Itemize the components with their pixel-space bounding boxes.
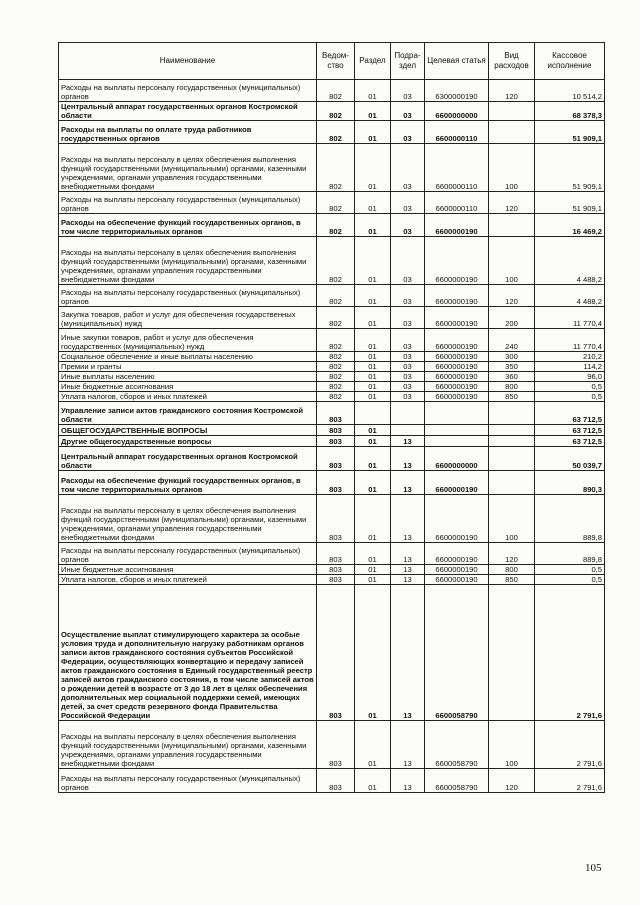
- table-row: [59, 425, 605, 436]
- header-name: Наименование: [59, 43, 317, 80]
- cell-sum: 63 712,5: [535, 436, 605, 447]
- cell-sum: 0,5: [535, 575, 605, 585]
- cell-razd: 01: [355, 575, 391, 585]
- cell-sum: 11 770,4: [535, 329, 605, 352]
- table-row: [59, 80, 605, 102]
- cell-cs: 6600000190: [425, 362, 489, 372]
- table-body: [59, 80, 605, 793]
- cell-name: Расходы на выплаты персоналу государственных (муниципальных) органов: [59, 543, 317, 565]
- cell-razd: 01: [355, 329, 391, 352]
- cell-name: Иные выплаты населению: [59, 372, 317, 382]
- cell-ved: 802: [317, 362, 355, 372]
- table-row: [59, 214, 605, 237]
- cell-ved: 802: [317, 392, 355, 402]
- cell-name: Расходы на выплаты персоналу в целях обеспечения выполнения функций государственными (муниципальными) органами, казенными учреждениями, органами управления государственными внебюджетными фондами: [59, 144, 317, 192]
- cell-podr: 03: [391, 121, 425, 144]
- cell-cs: [425, 425, 489, 436]
- cell-ved: 802: [317, 307, 355, 329]
- cell-cs: 6600000110: [425, 144, 489, 192]
- table-row: [59, 585, 605, 721]
- budget-table: [58, 42, 605, 793]
- table-row: [59, 565, 605, 575]
- cell-ved: 802: [317, 329, 355, 352]
- cell-podr: 13: [391, 436, 425, 447]
- cell-razd: 01: [355, 543, 391, 565]
- table-row: [59, 495, 605, 543]
- cell-podr: 13: [391, 565, 425, 575]
- cell-podr: 03: [391, 214, 425, 237]
- cell-name: Центральный аппарат государственных органов Костромской области: [59, 102, 317, 121]
- cell-vr: 120: [489, 769, 535, 793]
- table-row: [59, 192, 605, 214]
- cell-ved: 802: [317, 352, 355, 362]
- cell-razd: 01: [355, 352, 391, 362]
- cell-vr: 120: [489, 285, 535, 307]
- table-row: [59, 237, 605, 285]
- cell-razd: 01: [355, 565, 391, 575]
- cell-razd: 01: [355, 769, 391, 793]
- cell-podr: 03: [391, 80, 425, 102]
- table-row: [59, 721, 605, 769]
- table-row: [59, 471, 605, 495]
- cell-cs: 6600000190: [425, 543, 489, 565]
- cell-name: Расходы на выплаты персоналу в целях обеспечения выполнения функций государственными (муниципальными) органами, казенными учреждениями, органами управления государственными внебюджетными фондами: [59, 721, 317, 769]
- cell-sum: 63 712,5: [535, 402, 605, 425]
- cell-cs: 6300000190: [425, 80, 489, 102]
- cell-name: Осуществление выплат стимулирующего характера за особые условия труда и дополнительную нагрузку работникам органов записи актов гражданского состояния субъектов Российской Федерации, осуществляющих конвертацию и передачу записей актов гражданского состояния в Единый государственный реестр записей актов гражданского состояния, в том числе записей актов о рождении детей в возрасте от 3 до 18 лет в целях обеспечения дополнительных мер социальной поддержки семей, имеющих детей, за счет средств резервного фонда Правительства Российской Федерации: [59, 585, 317, 721]
- cell-name: Премии и гранты: [59, 362, 317, 372]
- cell-sum: 10 514,2: [535, 80, 605, 102]
- cell-sum: 2 791,6: [535, 721, 605, 769]
- cell-podr: 13: [391, 471, 425, 495]
- cell-vr: 350: [489, 362, 535, 372]
- cell-name: Социальное обеспечение и иные выплаты населению: [59, 352, 317, 362]
- cell-razd: 01: [355, 144, 391, 192]
- cell-cs: 6600000190: [425, 392, 489, 402]
- cell-name: Расходы на выплаты персоналу в целях обеспечения выполнения функций государственными (муниципальными) органами, казенными учреждениями, органами управления государственными внебюджетными фондами: [59, 495, 317, 543]
- cell-sum: 51 909,1: [535, 121, 605, 144]
- cell-podr: 03: [391, 372, 425, 382]
- cell-sum: 4 488,2: [535, 285, 605, 307]
- table-row: [59, 392, 605, 402]
- cell-podr: 03: [391, 352, 425, 362]
- cell-podr: 03: [391, 392, 425, 402]
- cell-razd: 01: [355, 585, 391, 721]
- cell-name: Расходы на выплаты по оплате труда работников государственных органов: [59, 121, 317, 144]
- cell-ved: 802: [317, 372, 355, 382]
- cell-sum: 68 378,3: [535, 102, 605, 121]
- cell-vr: [489, 402, 535, 425]
- cell-cs: 6600000190: [425, 471, 489, 495]
- cell-podr: 03: [391, 102, 425, 121]
- cell-cs: 6600058790: [425, 769, 489, 793]
- cell-cs: 6600000190: [425, 372, 489, 382]
- cell-ved: 802: [317, 121, 355, 144]
- cell-sum: 114,2: [535, 362, 605, 372]
- cell-vr: 100: [489, 144, 535, 192]
- cell-ved: 803: [317, 565, 355, 575]
- table-row: [59, 329, 605, 352]
- cell-sum: 890,3: [535, 471, 605, 495]
- cell-ved: 802: [317, 80, 355, 102]
- cell-razd: 01: [355, 121, 391, 144]
- cell-podr: [391, 402, 425, 425]
- cell-cs: 6600000190: [425, 214, 489, 237]
- cell-vr: [489, 102, 535, 121]
- cell-razd: 01: [355, 471, 391, 495]
- header-kassovoe-ispolnenie: Кассовое исполнение: [535, 43, 605, 80]
- table-row: [59, 543, 605, 565]
- cell-vr: 100: [489, 237, 535, 285]
- cell-sum: 96,0: [535, 372, 605, 382]
- cell-sum: 210,2: [535, 352, 605, 362]
- cell-ved: 803: [317, 447, 355, 471]
- cell-vr: [489, 425, 535, 436]
- cell-podr: 03: [391, 329, 425, 352]
- cell-name: Расходы на выплаты персоналу в целях обеспечения выполнения функций государственными (муниципальными) органами, казенными учреждениями, органами управления государственными внебюджетными фондами: [59, 237, 317, 285]
- cell-sum: 50 039,7: [535, 447, 605, 471]
- cell-razd: 01: [355, 425, 391, 436]
- cell-cs: 6600058790: [425, 721, 489, 769]
- cell-name: Управление записи актов гражданского состояния Костромской области: [59, 402, 317, 425]
- cell-vr: 360: [489, 372, 535, 382]
- cell-name: Иные бюджетные ассигнования: [59, 382, 317, 392]
- table-row: [59, 769, 605, 793]
- cell-sum: 11 770,4: [535, 307, 605, 329]
- cell-razd: 01: [355, 495, 391, 543]
- cell-vr: 120: [489, 80, 535, 102]
- cell-vr: 120: [489, 543, 535, 565]
- cell-name: Уплата налогов, сборов и иных платежей: [59, 575, 317, 585]
- header-podrazdel: Подра-здел: [391, 43, 425, 80]
- cell-vr: 300: [489, 352, 535, 362]
- cell-razd: 01: [355, 237, 391, 285]
- cell-sum: 2 791,6: [535, 769, 605, 793]
- cell-ved: 803: [317, 402, 355, 425]
- table-row: [59, 102, 605, 121]
- cell-podr: 03: [391, 285, 425, 307]
- table-row: [59, 575, 605, 585]
- cell-sum: 63 712,5: [535, 425, 605, 436]
- cell-name: Иные бюджетные ассигнования: [59, 565, 317, 575]
- cell-razd: 01: [355, 192, 391, 214]
- cell-cs: 6600000000: [425, 102, 489, 121]
- cell-vr: [489, 121, 535, 144]
- cell-name: Уплата налогов, сборов и иных платежей: [59, 392, 317, 402]
- cell-razd: 01: [355, 392, 391, 402]
- cell-cs: 6600000190: [425, 565, 489, 575]
- cell-razd: 01: [355, 436, 391, 447]
- cell-podr: 13: [391, 447, 425, 471]
- cell-ved: 802: [317, 214, 355, 237]
- cell-razd: 01: [355, 102, 391, 121]
- cell-podr: 13: [391, 495, 425, 543]
- cell-podr: [391, 425, 425, 436]
- cell-cs: [425, 436, 489, 447]
- cell-name: Центральный аппарат государственных органов Костромской области: [59, 447, 317, 471]
- header-celevaya-statya: Целевая статья: [425, 43, 489, 80]
- table-row: [59, 285, 605, 307]
- cell-vr: 800: [489, 565, 535, 575]
- cell-cs: 6600000110: [425, 192, 489, 214]
- cell-cs: 6600000190: [425, 575, 489, 585]
- cell-name: Расходы на выплаты персоналу государственных (муниципальных) органов: [59, 285, 317, 307]
- cell-podr: 03: [391, 192, 425, 214]
- cell-name: Расходы на выплаты персоналу государственных (муниципальных) органов: [59, 80, 317, 102]
- table-row: [59, 436, 605, 447]
- cell-podr: 03: [391, 237, 425, 285]
- cell-razd: 01: [355, 721, 391, 769]
- cell-podr: 13: [391, 721, 425, 769]
- cell-sum: 0,5: [535, 392, 605, 402]
- cell-cs: 6600000190: [425, 307, 489, 329]
- cell-cs: 6600000190: [425, 352, 489, 362]
- cell-podr: 13: [391, 575, 425, 585]
- cell-razd: [355, 402, 391, 425]
- table-row: [59, 144, 605, 192]
- cell-ved: 803: [317, 495, 355, 543]
- cell-vr: 100: [489, 721, 535, 769]
- cell-razd: 01: [355, 307, 391, 329]
- cell-vr: 850: [489, 392, 535, 402]
- cell-sum: 51 909,1: [535, 144, 605, 192]
- cell-podr: 03: [391, 144, 425, 192]
- cell-vr: [489, 471, 535, 495]
- cell-ved: 803: [317, 425, 355, 436]
- cell-ved: 802: [317, 192, 355, 214]
- cell-ved: 803: [317, 585, 355, 721]
- cell-vr: 120: [489, 192, 535, 214]
- cell-name: Расходы на обеспечение функций государственных органов, в том числе территориальных органов: [59, 214, 317, 237]
- cell-sum: 2 791,6: [535, 585, 605, 721]
- cell-cs: 6600000190: [425, 285, 489, 307]
- cell-ved: 803: [317, 769, 355, 793]
- cell-vr: 240: [489, 329, 535, 352]
- table-header-row: [59, 43, 605, 80]
- cell-sum: 0,5: [535, 565, 605, 575]
- cell-ved: 802: [317, 144, 355, 192]
- cell-vr: 850: [489, 575, 535, 585]
- table-row: [59, 372, 605, 382]
- header-razdel: Раздел: [355, 43, 391, 80]
- header-vedomstvo: Ведом-ство: [317, 43, 355, 80]
- cell-razd: 01: [355, 285, 391, 307]
- table-row: [59, 447, 605, 471]
- cell-razd: 01: [355, 80, 391, 102]
- cell-ved: 803: [317, 575, 355, 585]
- cell-vr: [489, 585, 535, 721]
- cell-cs: 6600000000: [425, 447, 489, 471]
- cell-vr: [489, 447, 535, 471]
- cell-razd: 01: [355, 362, 391, 372]
- table-row: [59, 121, 605, 144]
- cell-sum: 4 488,2: [535, 237, 605, 285]
- table-row: [59, 307, 605, 329]
- cell-vr: 100: [489, 495, 535, 543]
- cell-podr: 03: [391, 307, 425, 329]
- cell-ved: 803: [317, 436, 355, 447]
- cell-cs: [425, 402, 489, 425]
- cell-name: Расходы на выплаты персоналу государственных (муниципальных) органов: [59, 769, 317, 793]
- cell-cs: 6600058790: [425, 585, 489, 721]
- cell-cs: 6600000190: [425, 237, 489, 285]
- cell-sum: 51 909,1: [535, 192, 605, 214]
- cell-sum: 889,8: [535, 495, 605, 543]
- cell-podr: 03: [391, 362, 425, 372]
- table-row: [59, 402, 605, 425]
- table-row: [59, 382, 605, 392]
- cell-podr: 13: [391, 769, 425, 793]
- cell-razd: 01: [355, 382, 391, 392]
- cell-ved: 803: [317, 471, 355, 495]
- cell-ved: 803: [317, 543, 355, 565]
- cell-ved: 802: [317, 102, 355, 121]
- cell-name: Иные закупки товаров, работ и услуг для обеспечения государственных (муниципальных) нужд: [59, 329, 317, 352]
- cell-name: Расходы на выплаты персоналу государственных (муниципальных) органов: [59, 192, 317, 214]
- cell-sum: 0,5: [535, 382, 605, 392]
- header-vid-rashodov: Вид расходов: [489, 43, 535, 80]
- cell-sum: 16 469,2: [535, 214, 605, 237]
- cell-name: Расходы на обеспечение функций государственных органов, в том числе территориальных органов: [59, 471, 317, 495]
- cell-name: Закупка товаров, работ и услуг для обеспечения государственных (муниципальных) нужд: [59, 307, 317, 329]
- cell-vr: [489, 214, 535, 237]
- cell-vr: 200: [489, 307, 535, 329]
- cell-podr: 03: [391, 382, 425, 392]
- table-row: [59, 352, 605, 362]
- cell-vr: 800: [489, 382, 535, 392]
- cell-name: Другие общегосударственные вопросы: [59, 436, 317, 447]
- cell-vr: [489, 436, 535, 447]
- cell-cs: 6600000110: [425, 121, 489, 144]
- cell-sum: 889,8: [535, 543, 605, 565]
- cell-razd: 01: [355, 372, 391, 382]
- cell-ved: 802: [317, 382, 355, 392]
- cell-razd: 01: [355, 214, 391, 237]
- cell-ved: 802: [317, 285, 355, 307]
- cell-podr: 13: [391, 543, 425, 565]
- table-row: [59, 362, 605, 372]
- cell-razd: 01: [355, 447, 391, 471]
- page-number: 105: [585, 862, 602, 874]
- cell-ved: 802: [317, 237, 355, 285]
- cell-cs: 6600000190: [425, 495, 489, 543]
- cell-ved: 803: [317, 721, 355, 769]
- cell-cs: 6600000190: [425, 382, 489, 392]
- cell-name: ОБЩЕГОСУДАРСТВЕННЫЕ ВОПРОСЫ: [59, 425, 317, 436]
- cell-podr: 13: [391, 585, 425, 721]
- cell-cs: 6600000190: [425, 329, 489, 352]
